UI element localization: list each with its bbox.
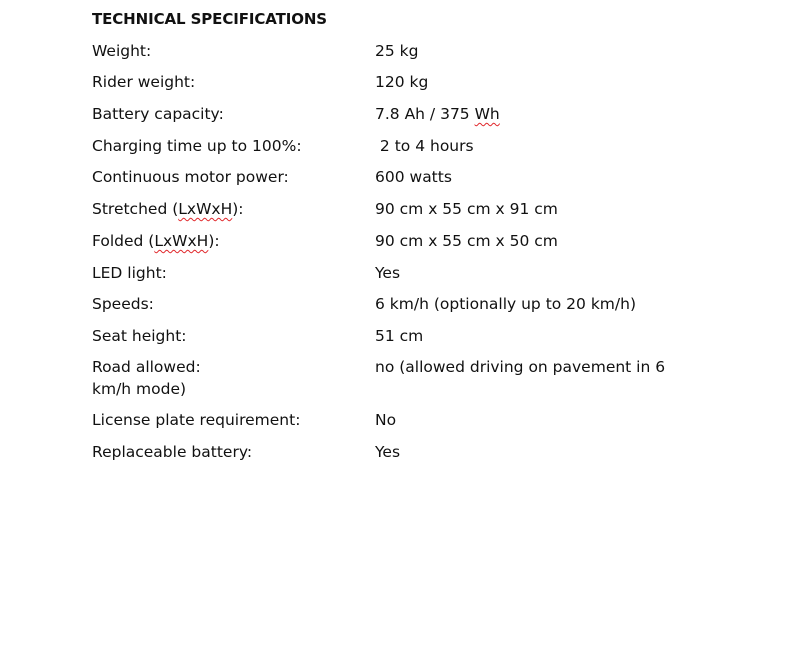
spec-label: Charging time up to 100%: bbox=[92, 137, 302, 155]
label-text: Stretched ( bbox=[92, 200, 179, 218]
section-title: TECHNICAL SPECIFICATIONS bbox=[92, 10, 328, 28]
spec-label: Road allowed: bbox=[92, 358, 201, 376]
spellcheck-underlined-word[interactable]: Wh bbox=[474, 105, 500, 123]
label-text: ): bbox=[208, 232, 220, 250]
spellcheck-underlined-word[interactable]: LxWxH bbox=[154, 232, 209, 250]
spec-value: 90 cm x 55 cm x 50 cm bbox=[375, 232, 558, 250]
spec-value: 25 kg bbox=[375, 42, 419, 60]
spec-value-continuation: km/h mode) bbox=[92, 380, 187, 398]
spec-value: Yes bbox=[375, 264, 401, 282]
value-text: 7.8 Ah / 375 bbox=[375, 105, 475, 123]
spellcheck-underlined-word[interactable]: LxWxH bbox=[178, 200, 233, 218]
spec-value: Yes bbox=[375, 443, 401, 461]
spec-label: Rider weight: bbox=[92, 73, 196, 91]
spec-label: Continuous motor power: bbox=[92, 168, 289, 186]
spec-value: 90 cm x 55 cm x 91 cm bbox=[375, 200, 558, 218]
spec-label: Speeds: bbox=[92, 295, 154, 313]
spec-value: no (allowed driving on pavement in 6 bbox=[375, 358, 666, 376]
spec-value bbox=[375, 103, 695, 125]
spec-value: 120 kg bbox=[375, 73, 429, 91]
spec-label: LED light: bbox=[92, 264, 167, 282]
spec-label: License plate requirement: bbox=[92, 411, 301, 429]
spec-label bbox=[92, 198, 362, 220]
spec-value: 51 cm bbox=[375, 327, 424, 345]
spec-label: Replaceable battery: bbox=[92, 443, 253, 461]
spec-label bbox=[92, 230, 362, 252]
spec-value: No bbox=[375, 411, 397, 429]
spec-label: Weight: bbox=[92, 42, 152, 60]
label-text: ): bbox=[232, 200, 244, 218]
spec-value: 600 watts bbox=[375, 168, 452, 186]
label-text: Folded ( bbox=[92, 232, 155, 250]
spec-value: 6 km/h (optionally up to 20 km/h) bbox=[375, 295, 637, 313]
spec-label: Battery capacity: bbox=[92, 105, 224, 123]
spec-value: 2 to 4 hours bbox=[375, 137, 474, 155]
spec-label: Seat height: bbox=[92, 327, 187, 345]
